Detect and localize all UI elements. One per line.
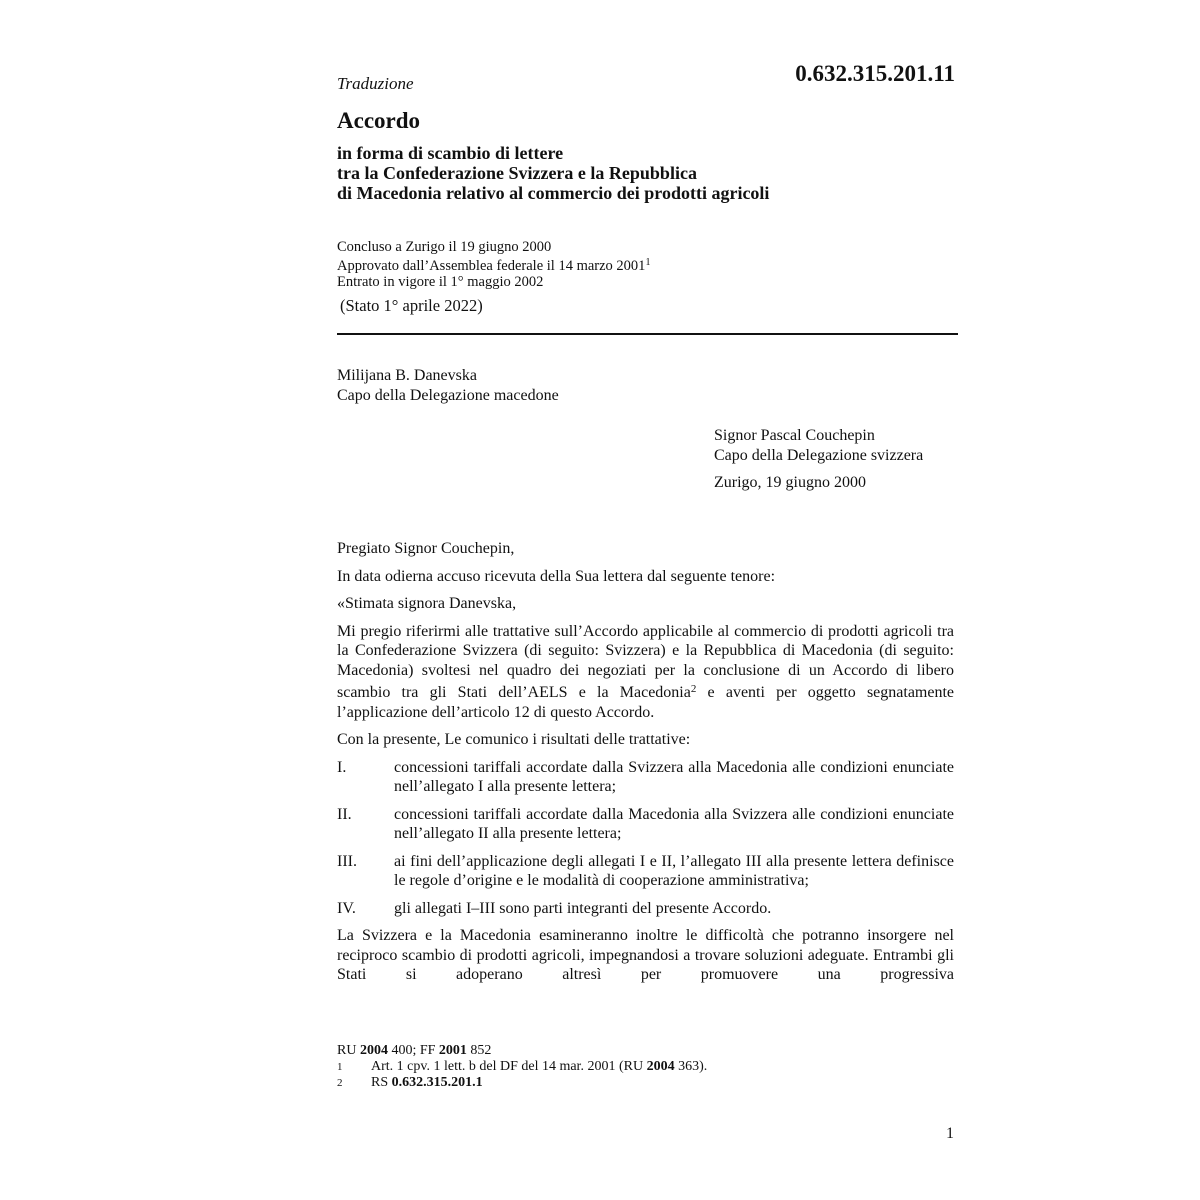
list-item [337, 899, 954, 919]
footnote-2 [337, 1075, 707, 1091]
document-metadata [337, 239, 650, 290]
receipt-paragraph: In data odierna accuso ricevuta della Sua lettera dal seguente tenore: [337, 567, 776, 585]
recipient-name: Signor Pascal Couchepin [714, 427, 875, 444]
list-text: gli allegati I–III sono parti integranti del presente Accordo. [394, 899, 772, 917]
ru-label: RU [337, 1043, 360, 1058]
list-number: III. [337, 852, 357, 870]
in-force-line: Entrato in vigore il 1° maggio 2002 [337, 274, 544, 290]
ff-page: 852 [466, 1043, 492, 1058]
source-reference [337, 1043, 707, 1059]
list-number: IV. [337, 899, 356, 917]
ff-year: 2001 [438, 1043, 467, 1058]
paragraph-1 [337, 622, 954, 723]
footnote-mark: 2 [337, 1077, 343, 1089]
traduzione-label: Traduzione [337, 74, 414, 93]
list-number: I. [337, 758, 347, 776]
approved-line [337, 255, 650, 274]
paragraph-1-text: Mi pregio riferirmi alle trattative sull’Accordo applicabile al commercio di prodotti agricoli tra la Confederazione Svizzera (di seguito: Svizzera) e la Repubblica di Macedonia (di seguito: Macedonia) svoltesi nel quadro dei negoziati per la conclusione di un Accordo di libero scambio tra gli Stati dell’AELS e la Macedonia [337, 622, 954, 701]
footnote-bold: 2004 [646, 1059, 675, 1074]
concluded-line: Concluso a Zurigo il 19 giugno 2000 [337, 239, 552, 255]
list-intro: Con la presente, Le comunico i risultati delle trattative: [337, 731, 691, 748]
footnote-mark: 1 [337, 1061, 343, 1073]
list-text: concessioni tariffali accordate dalla Svizzera alla Macedonia alle condizioni enunciate nell’allegato I alla presente lettera; [394, 758, 954, 795]
footnote-text [371, 1075, 483, 1091]
page-number: 1 [946, 1125, 954, 1142]
footnotes [337, 1043, 707, 1091]
document-number: 0.632.315.201.11 [795, 61, 955, 86]
list-text: ai fini dell’applicazione degli allegati I e II, l’allegato III alla presente lettera definisce le regole d’origine e le modalità di cooperazione amministrativa; [394, 852, 954, 889]
footnote-ref[interactable]: 2 [690, 683, 697, 695]
footnote-text-b: 363). [674, 1059, 708, 1074]
recipient-block [714, 426, 923, 466]
list-item [337, 805, 954, 844]
header-divider [337, 333, 958, 335]
footnote-bold: 0.632.315.201.1 [391, 1075, 483, 1090]
document-subtitle [337, 143, 957, 203]
list-number: II. [337, 805, 352, 823]
letter-date: Zurigo, 19 giugno 2000 [714, 474, 866, 491]
subtitle-line: in forma di scambio di lettere [337, 143, 564, 163]
footnote-text [371, 1059, 707, 1075]
status-line: (Stato 1° aprile 2022) [340, 296, 483, 315]
subtitle-line: di Macedonia relativo al commercio dei prodotti agricoli [337, 183, 770, 203]
list-text: concessioni tariffali accordate dalla Macedonia alla Svizzera alle condizioni enunciate nell’allegato II alla presente lettera; [394, 805, 954, 842]
sender-name: Milijana B. Danevska [337, 367, 477, 384]
sender-role: Capo della Delegazione macedone [337, 387, 559, 404]
letter-body [337, 539, 954, 993]
document-title: Accordo [337, 108, 421, 133]
paragraph-1-text-end: e aventi per oggetto segnatamente l’applicazione dell’articolo 12 di questo Accordo. [337, 684, 955, 721]
quote-salutation: «Stimata signora Danevska, [337, 595, 517, 612]
recipient-role: Capo della Delegazione svizzera [714, 447, 924, 464]
footnote-ref[interactable]: 1 [645, 257, 651, 268]
salutation: Pregiato Signor Couchepin, [337, 540, 515, 557]
footnote-text-a: Art. 1 cpv. 1 lett. b del DF del 14 mar. 2001 (RU [371, 1059, 647, 1074]
subtitle-line: tra la Confederazione Svizzera e la Repubblica [337, 163, 697, 183]
list-item [337, 758, 954, 797]
footnote-1 [337, 1059, 707, 1075]
final-paragraph: La Svizzera e la Macedonia esamineranno inoltre le difficoltà che potranno insorgere nel reciproco scambio di prodotti agricoli, impegnandosi a trovare soluzioni adeguate. Entrambi gli Stati si adoperano altresì per promuovere una progressiva [337, 927, 954, 983]
sender-block [337, 366, 559, 406]
approved-text: Approvato dall’Assemblea federale il 14 marzo 2001 [337, 258, 646, 274]
footnote-prefix: RS [371, 1075, 392, 1090]
ru-year: 2004 [359, 1043, 388, 1058]
list-item [337, 852, 954, 891]
ru-page: 400; FF [387, 1043, 439, 1058]
